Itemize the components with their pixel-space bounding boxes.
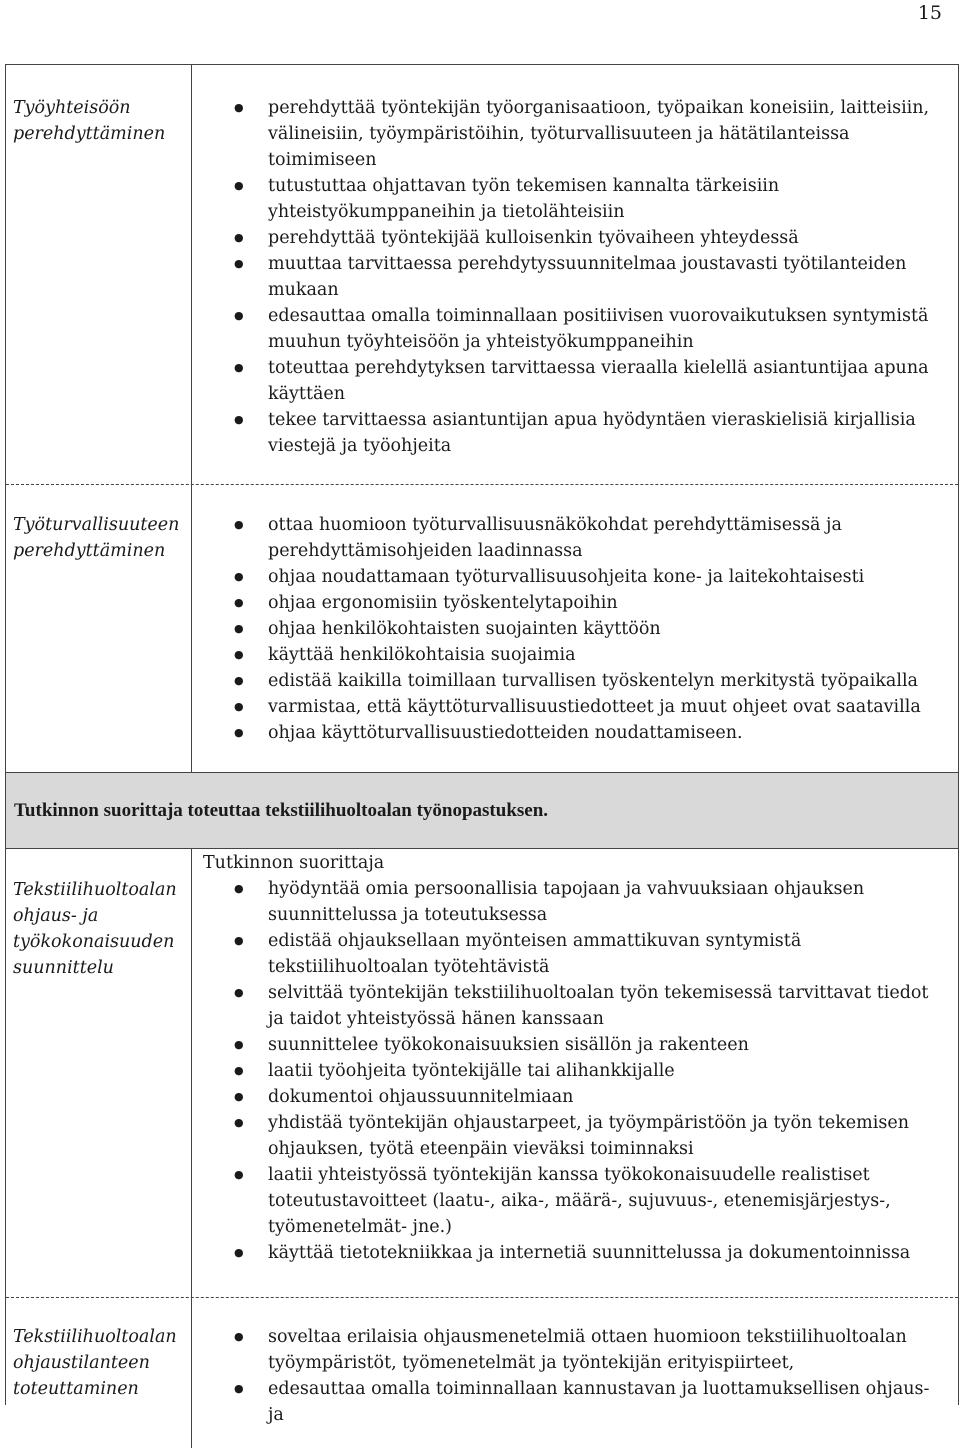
section-heading: Tutkinnon suorittaja toteuttaa tekstiilihuoltoalan työnopastuksen. xyxy=(14,800,549,821)
row-separator xyxy=(6,1297,958,1298)
list-item: ● soveltaa erilaisia ohjausmenetelmiä ottaen huomioon tekstiilihuoltoalan työympäristöt, työmenetelmät ja työntekijän erityispiirteet, xyxy=(204,1324,948,1376)
list-item: ● edistää ohjauksellaan myönteisen ammattikuvan syntymistä tekstiilihuoltoalan työtehtävistä xyxy=(204,928,948,980)
list-item: ● muuttaa tarvittaessa perehdytyssuunnitelmaa joustavasti työtilanteiden mukaan xyxy=(204,251,948,303)
list-item: ● ohjaa henkilökohtaisten suojainten käyttöön xyxy=(204,616,948,642)
list-item: ● ohjaa käyttöturvallisuustiedotteiden noudattamiseen. xyxy=(204,720,948,746)
list-item: ● käyttää tietotekniikkaa ja internetiä suunnittelussa ja dokumentoinnissa xyxy=(204,1240,948,1266)
list-item: ● edesauttaa omalla toiminnallaan positiivisen vuorovaikutuksen syntymistä muuhun työyhteisöön ja yhteistyökumppaneihin xyxy=(204,303,948,355)
section-label: Tekstiilihuoltoalan ohjaustilanteen toteuttaminen xyxy=(13,1327,177,1399)
list-item: ● laatii yhteistyössä työntekijän kanssa työkokonaisuudelle realistiset toteutustavoitteet (laatu-, aika-, määrä-, sujuvuus-, etenemisjärjestys-, työmenetelmät- jne.) xyxy=(204,1162,948,1240)
list-item: ● ottaa huomioon työturvallisuusnäkökohdat perehdyttämisessä ja perehdyttämisohjeiden laadinnassa xyxy=(204,512,948,564)
list-item: ● dokumentoi ohjaussuunnitelmiaan xyxy=(204,1084,948,1110)
list-item: ● perehdyttää työntekijän työorganisaatioon, työpaikan koneisiin, laitteisiin, välineisiin, työympäristöihin, työturvallisuuteen ja hätätilanteissa toimimiseen xyxy=(204,95,948,173)
list-item: ● hyödyntää omia persoonallisia tapojaan ja vahvuuksiaan ohjauksen suunnittelussa ja toteutuksessa xyxy=(204,876,948,928)
bullet-list xyxy=(204,95,948,459)
list-item: ● edistää kaikilla toimillaan turvallisen työskentelyn merkitystä työpaikalla xyxy=(204,668,948,694)
list-item: ● perehdyttää työntekijää kulloisenkin työvaiheen yhteydessä xyxy=(204,225,948,251)
list-item: ● toteuttaa perehdytyksen tarvittaessa vieraalla kielellä asiantuntijaa apuna käyttäen xyxy=(204,355,948,407)
list-item: ● tutustuttaa ohjattavan työn tekemisen kannalta tärkeisiin yhteistyökumppaneihin ja tietolähteisiin xyxy=(204,173,948,225)
section-label: Työyhteisöön perehdyttäminen xyxy=(13,98,166,144)
section-label: Työturvallisuuteen perehdyttäminen xyxy=(13,515,180,561)
column-divider xyxy=(191,848,192,1448)
heading-band xyxy=(6,773,958,848)
list-item: ● käyttää henkilökohtaisia suojaimia xyxy=(204,642,948,668)
list-item: ● ohjaa ergonomisiin työskentelytapoihin xyxy=(204,590,948,616)
competence-table xyxy=(5,64,959,1425)
bullet-list xyxy=(204,1324,948,1428)
page-number: 15 xyxy=(917,2,942,24)
bullet-list xyxy=(204,876,948,1266)
list-item: ● suunnittelee työkokonaisuuksien sisällön ja rakenteen xyxy=(204,1032,948,1058)
list-item: ● varmistaa, että käyttöturvallisuustiedotteet ja muut ohjeet ovat saatavilla xyxy=(204,694,948,720)
row-separator xyxy=(6,484,958,485)
list-item: ● yhdistää työntekijän ohjaustarpeet, ja työympäristöön ja työn tekemisen ohjauksen, työtä eteenpäin vieväksi toiminnaksi xyxy=(204,1110,948,1162)
row-separator xyxy=(6,848,958,849)
bullet-list xyxy=(204,512,948,746)
list-item: ● tekee tarvittaessa asiantuntijan apua hyödyntäen vieraskielisiä kirjallisia viestejä ja työohjeita xyxy=(204,407,948,459)
list-item: ● edesauttaa omalla toiminnallaan kannustavan ja luottamuksellisen ohjaus- ja xyxy=(204,1376,948,1428)
list-item: ● ohjaa noudattamaan työturvallisuusohjeita kone- ja laitekohtaisesti xyxy=(204,564,948,590)
lead-text: Tutkinnon suorittaja xyxy=(203,853,385,873)
column-divider xyxy=(191,65,192,772)
list-item: ● laatii työohjeita työntekijälle tai alihankkijalle xyxy=(204,1058,948,1084)
list-item: ● selvittää työntekijän tekstiilihuoltoalan työn tekemisessä tarvittavat tiedot ja taidot yhteistyössä hänen kanssaan xyxy=(204,980,948,1032)
section-label: Tekstiilihuoltoalan ohjaus- ja työkokonaisuuden suunnittelu xyxy=(13,880,177,978)
